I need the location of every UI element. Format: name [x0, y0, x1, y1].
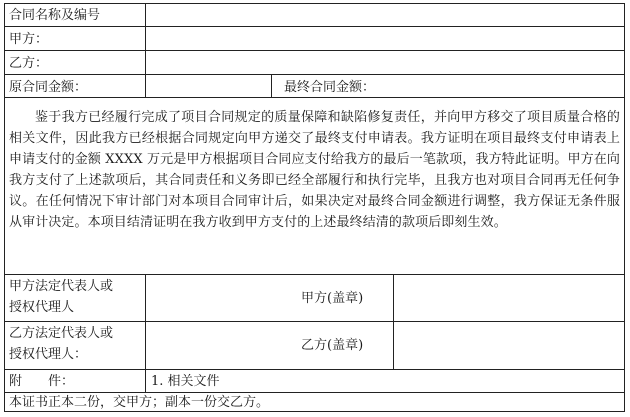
- row-divider: [4, 97, 625, 98]
- party-a-seal-label: 甲方(盖章): [301, 291, 364, 306]
- row-divider: [4, 50, 625, 51]
- row-divider: [4, 74, 625, 75]
- table-border-top: [4, 3, 625, 4]
- table-border-left: [4, 3, 5, 412]
- certification-body-text: 鉴于我方已经履行完成了项目合同规定的质量保障和缺陷修复责任，并向甲方移交了项目质量合格的相关文件，因此我方已经根据合同规定向甲方递交了最终支付申请表。我方证明在项目最终支付申请表上申请支付的金额 XXXX 万元是甲方根据项目合同应支付给我方的最后一笔款项，我方特此证明。甲方在向我方支付了上述款项后，其合同责任和义务即已经全部履行和执行完毕，且我方也对项目合同再无任何争议。在任何情况下审计部门对本项目合同审计后，如果决定对最终合同金额进行调整，我方保证无条件服从审计决定。本项目结清证明在我方收到甲方支付的上述最终结清的款项后即刻生效。: [9, 110, 620, 230]
- column-divider: [145, 274, 146, 392]
- row-divider: [4, 392, 625, 393]
- contract-name-label: 合同名称及编号: [9, 8, 101, 23]
- row-divider: [4, 369, 625, 370]
- row-divider: [4, 274, 625, 275]
- column-divider: [271, 74, 272, 97]
- attachment-label: 附 件：: [9, 374, 75, 389]
- party-b-rep-label-line2: 授权代理人：: [9, 347, 88, 362]
- table-border-right: [624, 3, 625, 412]
- party-b-label: 乙方：: [9, 56, 49, 71]
- row-divider: [4, 26, 625, 27]
- row-divider: [4, 321, 625, 322]
- party-a-label: 甲方：: [9, 32, 49, 47]
- table-border-bottom: [4, 411, 625, 412]
- attachment-value: 1. 相关文件: [151, 374, 220, 389]
- column-divider: [393, 274, 394, 369]
- original-amount-label: 原合同金额：: [9, 80, 88, 95]
- party-b-rep-label-line1: 乙方法定代表人或: [9, 326, 114, 341]
- party-b-seal-label: 乙方(盖章): [301, 338, 364, 353]
- party-a-rep-label-line1: 甲方法定代表人或: [9, 279, 114, 294]
- party-a-rep-label-line2: 授权代理人: [9, 300, 75, 315]
- footer-note: 本证书正本二份，交甲方；副本一份交乙方。: [9, 395, 270, 410]
- final-amount-label: 最终合同金额：: [284, 80, 376, 95]
- column-divider: [145, 3, 146, 97]
- settlement-certificate-form: [4, 3, 625, 412]
